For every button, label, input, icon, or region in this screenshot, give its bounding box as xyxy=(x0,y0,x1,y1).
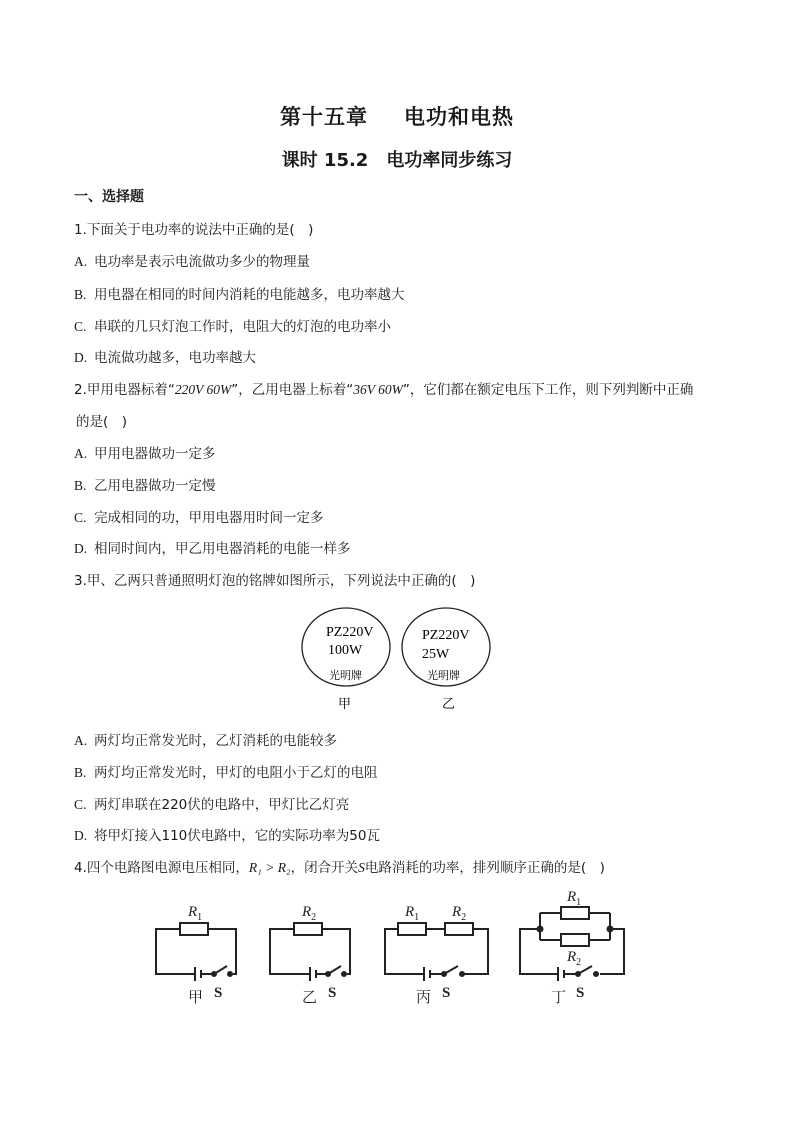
label-r2-ding: $R_2$ xyxy=(567,949,582,968)
bulb-jia-model: PZ220V xyxy=(326,625,374,640)
resistor-r1-bing xyxy=(398,923,426,935)
section-heading: 一、选择题 xyxy=(74,189,144,205)
label-r2-bing: $R_2$ xyxy=(452,904,467,923)
q2-option-b: B. 乙用电器做功一定慢 xyxy=(74,478,216,494)
q2-option-c: C. 完成相同的功，甲用电器用时间一定多 xyxy=(74,510,324,526)
question-2-stem: 2.甲用电器标着“220V 60W”，乙用电器上标着“36V 60W”，它们都在额定电压下工作，则下列判断中正确 xyxy=(74,382,694,398)
circuit-bing-label: 丙 xyxy=(416,988,432,1006)
q1-option-a: A. 电功率是表示电流做功多少的物理量 xyxy=(74,254,310,270)
resistor-r2-yi xyxy=(294,923,322,935)
q3-option-c: C. 两灯串联在220伏的电路中，甲灯比乙灯亮 xyxy=(74,797,350,813)
resistor-r2-bing xyxy=(445,923,473,935)
circuit-jia xyxy=(156,923,236,981)
bulb-jia-power: 100W xyxy=(328,643,363,658)
label-r1-bing: $R_1$ xyxy=(405,904,420,923)
q2-option-d: D. 相同时间内，甲乙用电器消耗的电能一样多 xyxy=(74,541,351,557)
label-r1-ding: $R_1$ xyxy=(567,889,582,908)
q1-option-d: D. 电流做功越多，电功率越大 xyxy=(74,350,256,366)
question-3-stem: 3.甲、乙两只普通照明灯泡的铭牌如图所示，下列说法中正确的( ) xyxy=(74,573,476,589)
bulb-nameplate-yi xyxy=(402,608,490,712)
switch-label-jia: S xyxy=(214,985,223,1001)
bulb-yi-model: PZ220V xyxy=(422,628,470,643)
circuit-bing xyxy=(385,923,488,981)
q1-option-c: C. 串联的几只灯泡工作时，电阻大的灯泡的电功率小 xyxy=(74,319,391,335)
switch-label-yi: S xyxy=(328,985,337,1001)
bulb-yi-brand: 光明牌 xyxy=(427,669,460,682)
circuit-yi-label: 乙 xyxy=(302,988,318,1006)
q2-option-a: A. 甲用电器做功一定多 xyxy=(74,446,216,462)
switch-label-ding: S xyxy=(576,985,585,1001)
question-2-stem-line2: 的是( ) xyxy=(76,414,128,430)
circuit-diagrams-figure xyxy=(140,885,640,1015)
resistor-r1-ding xyxy=(561,907,589,919)
bulb-yi-label: 乙 xyxy=(442,697,456,712)
q3-option-a: A. 两灯均正常发光时，乙灯消耗的电能较多 xyxy=(74,733,337,749)
bulb-nameplate-jia xyxy=(302,608,390,712)
label-r1-jia: $R_1$ xyxy=(188,904,203,923)
circuit-ding-label: 丁 xyxy=(551,988,567,1006)
bulb-yi-power: 25W xyxy=(422,647,450,662)
circuit-ding xyxy=(520,907,624,981)
switch-label-bing: S xyxy=(442,985,451,1001)
q3-option-b: B. 两灯均正常发光时，甲灯的电阻小于乙灯的电阻 xyxy=(74,765,378,781)
chapter-name: 电功和电热 xyxy=(404,105,514,129)
q3-option-d: D. 将甲灯接入110伏电路中，它的实际功率为50瓦 xyxy=(74,828,380,844)
chapter-title xyxy=(0,101,794,131)
label-r2-yi: $R_2$ xyxy=(302,904,317,923)
circuit-jia-label: 甲 xyxy=(188,988,204,1006)
circuit-yi xyxy=(270,923,350,981)
bulb-nameplates-figure xyxy=(300,606,500,716)
chapter-number: 第十五章 xyxy=(280,105,368,129)
lesson-title: 课时 15.2 电功率同步练习 xyxy=(281,150,513,171)
question-4-stem: 4.四个电路图电源电压相同，R₁ > R₂，闭合开关S电路消耗的功率，排列顺序正确的是( ) xyxy=(74,860,605,876)
bulb-jia-label: 甲 xyxy=(338,697,352,712)
resistor-r2-ding xyxy=(561,934,589,946)
bulb-jia-brand: 光明牌 xyxy=(329,669,362,682)
question-1-stem: 1.下面关于电功率的说法中正确的是( ) xyxy=(74,222,314,238)
q1-option-b: B. 用电器在相同的时间内消耗的电能越多，电功率越大 xyxy=(74,287,405,303)
resistor-r1-jia xyxy=(180,923,208,935)
